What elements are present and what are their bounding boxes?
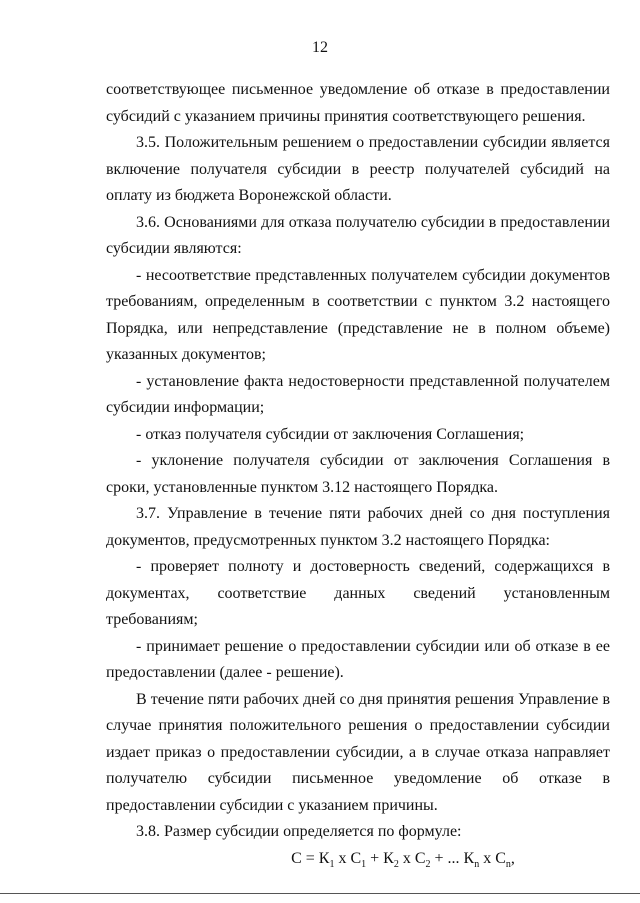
page-bottom-divider — [0, 893, 640, 894]
formula-sub: 1 — [329, 858, 335, 870]
list-item-checks: - проверяет полноту и достоверность сведений, содержащихся в документах, соответствие данных сведений установленным требованиям; — [106, 558, 610, 628]
formula-k1: К — [318, 849, 330, 867]
list-item-evasion: - уклонение получателя субсидии от заключения Соглашения в сроки, установленные пунктом 3.12 настоящего Порядка. — [106, 452, 610, 496]
formula-c2: С — [414, 849, 426, 867]
formula-sub: n — [474, 858, 480, 870]
formula-c1: С — [350, 849, 362, 867]
formula-op: х — [479, 849, 496, 867]
list-item-nonconformity: - несоответствие представленных получателем субсидии документов требованиям, определенным в соответствии с пунктом 3.2 настоящего Порядка, или непредставление (представление не в полном объеме) указанных документов; — [106, 266, 610, 363]
formula-cn: С — [495, 849, 506, 867]
paragraph-3-7: 3.7. Управление в течение пяти рабочих дней со дня поступления документов, предусмотренных пунктом 3.2 настоящего Порядка: — [106, 505, 610, 549]
formula-sub: 1 — [361, 858, 367, 870]
subsidy-formula — [106, 846, 610, 873]
formula-op: х — [398, 849, 415, 867]
formula-sub: 2 — [425, 858, 431, 870]
list-item-refusal: - отказ получателя субсидии от заключения Соглашения; — [136, 425, 525, 443]
formula-kn: К — [463, 849, 475, 867]
paragraph-order-issue: В течение пяти рабочих дней со дня принятия решения Управление в случае принятия положительного решения о предоставлении субсидии издает приказ о предоставлении субсидии, а в случае отказа направляет получателю субсидии письменное уведомление об отказе в предоставлении субсидии с указанием причины. — [106, 690, 610, 814]
formula-op: + ... — [430, 849, 464, 867]
paragraph-3-6: 3.6. Основаниями для отказа получателю субсидии в предоставлении субсидии являются: — [106, 213, 610, 257]
formula-k2: К — [383, 849, 394, 867]
paragraph-continuation: соответствующее письменное уведомление об отказе в предоставлении субсидий с указанием причины принятия соответствующего решения. — [106, 81, 610, 125]
paragraph-3-8: 3.8. Размер субсидии определяется по формуле: — [136, 823, 462, 840]
paragraph-3-5: 3.5. Положительным решением о предоставлении субсидии является включение получателя субсидии в реестр получателей субсидий на оплату из бюджета Воронежской области. — [106, 134, 610, 204]
formula-sub: 2 — [393, 858, 399, 870]
list-item-false-info: - установление факта недостоверности представленной получателем субсидии информации; — [106, 372, 610, 416]
formula-op: х — [334, 849, 351, 867]
formula-lhs: С = — [291, 849, 319, 867]
formula-tail: , — [510, 849, 515, 867]
formula-op: + — [366, 849, 384, 867]
document-body — [106, 77, 610, 872]
page-number: 12 — [312, 39, 328, 56]
list-item-decision: - принимает решение о предоставлении субсидии или об отказе в ее предоставлении (далее - решение). — [106, 637, 610, 681]
formula-sub: n — [505, 858, 511, 870]
